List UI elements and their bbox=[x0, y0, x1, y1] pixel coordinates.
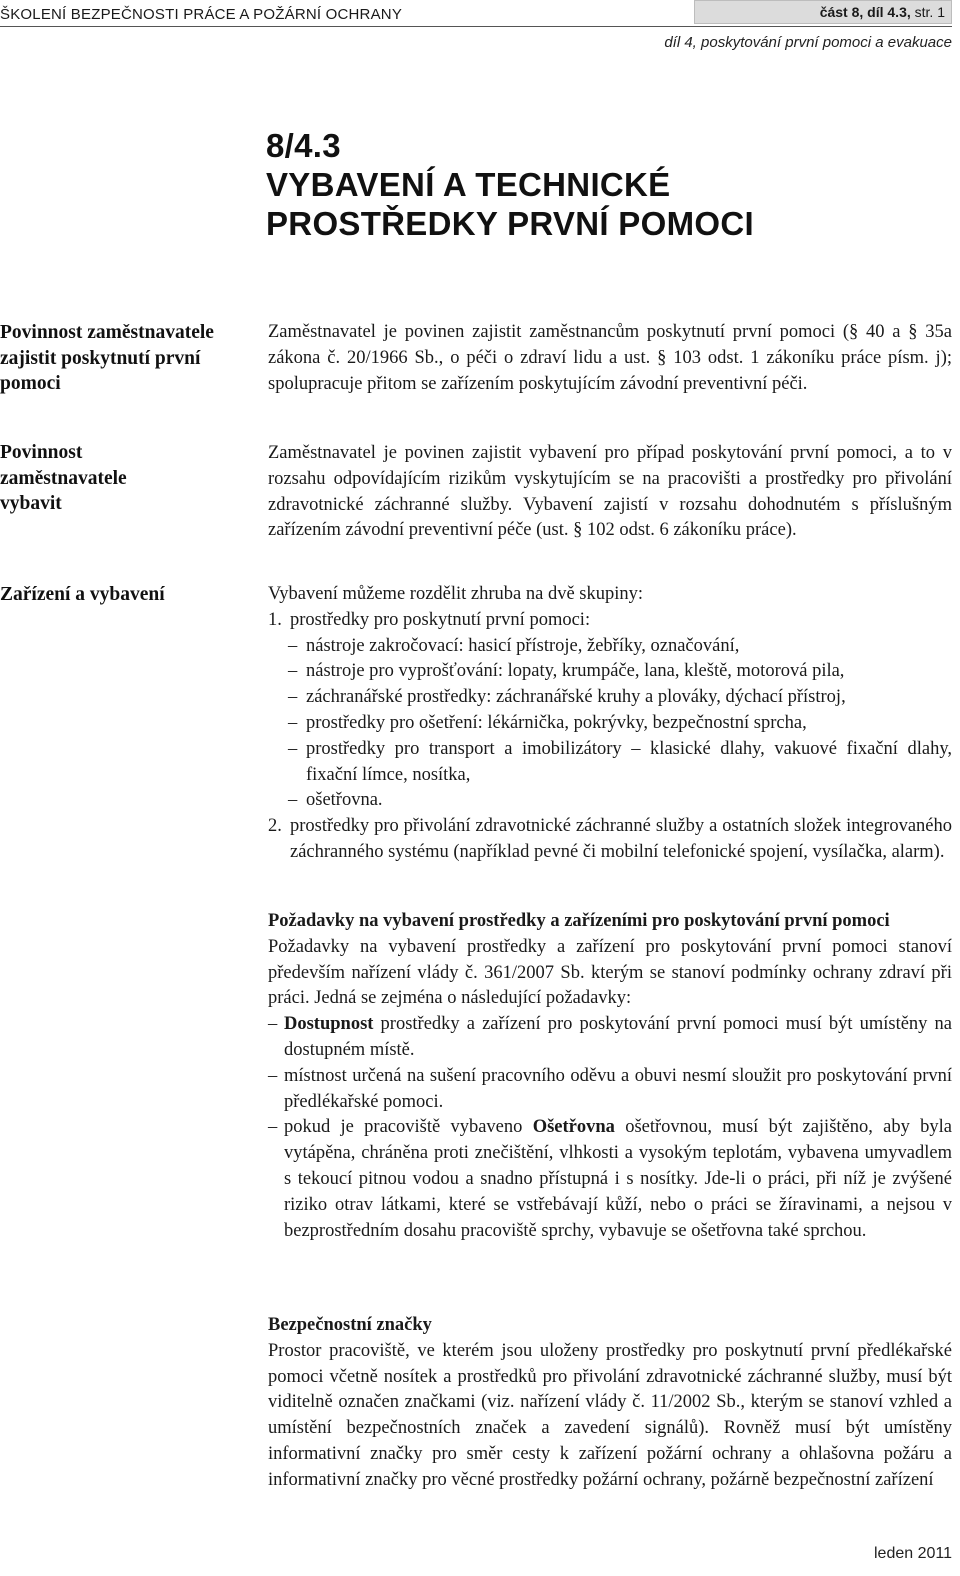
group-1 bbox=[268, 608, 952, 634]
req-1-bold: Dostupnost bbox=[284, 1014, 374, 1035]
group-1-list bbox=[268, 634, 952, 815]
req-2-text: místnost určená na sušení pracovního oděvu a obuvi nesmí sloužit pro poskytování první předlékařské pomoci. bbox=[284, 1065, 952, 1112]
title-line-1: VYBAVENÍ A TECHNICKÉ bbox=[266, 166, 671, 203]
title-line-2: PROSTŘEDKY PRVNÍ POMOCI bbox=[266, 205, 754, 242]
requirements-heading: Požadavky na vybavení prostředky a zařízeními pro poskytování první pomoci bbox=[268, 911, 890, 931]
list-item: – nástroje pro vyprošťování: lopaty, krumpáče, lana, kleště, motorová pila, bbox=[268, 659, 952, 685]
group-2-number: 2. bbox=[268, 816, 282, 837]
list-item: – prostředky pro transport a imobilizátory – klasické dlahy, vakuové fixační dlahy, fixační límce, nosítka, bbox=[268, 737, 952, 789]
para-2: Zaměstnavatel je povinen zajistit vybavení pro případ poskytování první pomoci, a to v rozsahu odpovídajícím rizikům vyskytujícím se na pracovišti a prostředky pro přivolání zdravotnické záchranné služby. Vybavení zajistí v rozsahu dohodnutém s příslušným zařízením závodní preventivní péče (ust. § 102 odst. 6 zákoníku práce). bbox=[268, 443, 952, 541]
paragraph-equipment-duty bbox=[268, 441, 952, 544]
req-3-pre: pokud je pracoviště vybaveno bbox=[284, 1117, 533, 1138]
page-footer-date: leden 2011 bbox=[874, 1545, 952, 1562]
group-1-number: 1. bbox=[268, 609, 282, 630]
para-3: Vybavení můžeme rozdělit zhruba na dvě skupiny: bbox=[268, 584, 644, 604]
page-number: str. 1 bbox=[910, 4, 945, 20]
page-title bbox=[266, 126, 754, 243]
requirements-intro: Požadavky na vybavení prostředky a zařízení pro poskytování první pomoci stanoví především nařízení vlády č. 361/2007 Sb. kterým se stanoví podmínky ochrany zdraví při práci. Jedná se zejména o následující požadavky: bbox=[268, 936, 952, 1009]
margin-heading-obligation-first-aid: Povinnost zaměstnavatele zajistit poskytnutí první pomoci bbox=[0, 322, 214, 394]
req-3-text: ošetřovnou, musí být zajištěno, aby byla vytápěna, chráněna proti znečištění, vlhkosti a vysokým teplotám, vybavena umyvadlem s tekoucí pitnou vodou a snadno přístupná i s nosítky. Jde-li o práci, při níž je zvýšené riziko otrav látkami, které se vstřebávají kůží, nebo o práci se žíravinami, a nejsou v bezprostředním dosahu pracoviště sprchy, vybavuje se ošetřovna také sprchou. bbox=[284, 1117, 952, 1241]
para-1: Zaměstnavatel je povinen zajistit zaměstnancům poskytnutí první pomoci (§ 40 a § 35a zákona č. 20/1966 Sb., o péči o zdraví lidu a ust. § 103 odst. 1 zákoníku práce písm. j); spolupracuje přitom se zařízením poskytujícím závodní preventivní péči. bbox=[268, 322, 952, 394]
list-item: – záchranářské prostředky: záchranářské kruhy a plováky, dýchací přístroj, bbox=[268, 685, 952, 711]
signs-text: Prostor pracoviště, ve kterém jsou uloženy prostředky pro poskytnutí první předlékařské pomoci včetně nosítek a prostředků pro přivolání zdravotnické záchranné služby, musí být viditelně označen značkami (viz. nařízení vlády č. 11/2002 Sb., kterým se stanoví vzhled a umístění bezpečnostních značek a zavedení signálů). Rovněž musí být umístěny informativní značky pro směr cesty k zařízení požární ochrany a ohlašovna požáru a informativní značky pro věcné prostředky požární ochrany, požárně bezpečnostní zařízení bbox=[268, 1340, 952, 1490]
group-1-text: prostředky pro poskytnutí první pomoci: bbox=[290, 609, 591, 630]
section-number: část 8, díl 4.3, bbox=[819, 4, 911, 20]
requirement-item bbox=[268, 1012, 952, 1064]
equipment-section bbox=[268, 582, 952, 866]
chapter-subtitle: díl 4, poskytování první pomoci a evakuace bbox=[664, 34, 952, 51]
paragraph-first-aid-duty bbox=[268, 320, 952, 397]
margin-heading-equipment: Zařízení a vybavení bbox=[0, 584, 165, 605]
list-item: – ošetřovna. bbox=[268, 788, 952, 814]
list-item: – nástroje zakročovací: hasicí přístroje, žebříky, označování, bbox=[268, 634, 952, 660]
req-1-text: prostředky a zařízení pro poskytování první pomoci musí být umístěny na dostupném místě. bbox=[284, 1014, 952, 1060]
requirements-section bbox=[268, 909, 952, 1244]
group-2 bbox=[268, 814, 952, 866]
req-3-bold: Ošetřovna bbox=[532, 1117, 615, 1138]
safety-signs-section bbox=[268, 1313, 952, 1494]
requirement-item bbox=[268, 1064, 952, 1116]
margin-heading-obligation-equip: Povinnost zaměstnavatele vybavit bbox=[0, 442, 127, 514]
title-number: 8/4.3 bbox=[266, 127, 341, 164]
section-badge bbox=[694, 0, 952, 24]
header-divider bbox=[0, 26, 952, 27]
group-2-text: prostředky pro přivolání zdravotnické záchranné služby a ostatních složek integrovaného záchranného systému (například pevné či mobilní telefonické spojení, vysílačka, alarm). bbox=[290, 816, 952, 862]
list-item: – prostředky pro ošetření: lékárnička, pokrývky, bezpečnostní sprcha, bbox=[268, 711, 952, 737]
requirement-item bbox=[268, 1115, 952, 1244]
running-header: ŠKOLENÍ BEZPEČNOSTI PRÁCE A POŽÁRNÍ OCHRANY bbox=[0, 6, 403, 23]
signs-heading: Bezpečnostní značky bbox=[268, 1315, 432, 1335]
